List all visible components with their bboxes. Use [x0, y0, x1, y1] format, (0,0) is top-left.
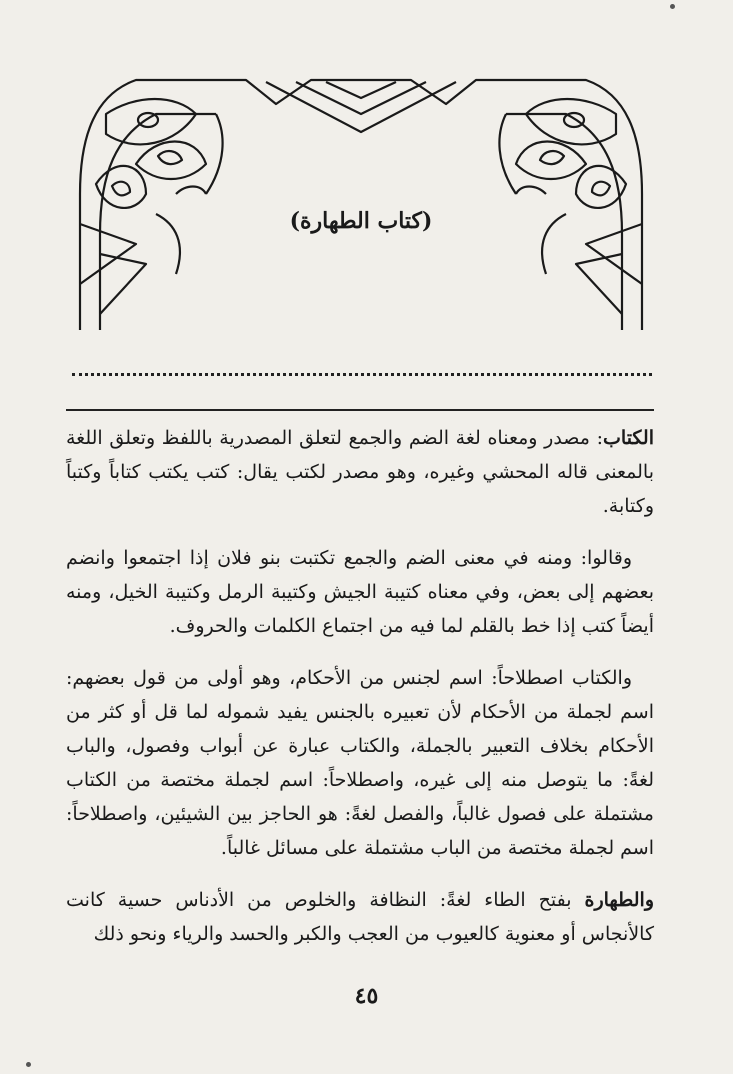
defined-term: الكتاب: [603, 427, 654, 449]
paragraph-text: : مصدر ومعناه لغة الضم والجمع لتعلق المصدرية باللفظ وتعلق اللغة بالمعنى قاله المحشي وغيره، وهو مصدر لكتب يقال: كتب يكتب كتاباً وكتباً وكتابة.: [66, 427, 654, 517]
ornamental-frame: [76, 74, 646, 334]
scan-mark: [26, 1062, 31, 1067]
paragraph-kitab-meaning: [66, 541, 654, 643]
scan-mark: [670, 4, 675, 9]
paragraph-kitab-technical: [66, 661, 654, 865]
horizontal-rule: [66, 409, 654, 411]
paragraph-text: والكتاب اصطلاحاً: اسم لجنس من الأحكام، وهو أولى من قول بعضهم: اسم لجملة من الأحكام لأن تعبيره بالجنس يفيد شموله لما قل أو كثر من الأحكام بخلاف التعبير بالجملة، والكتاب عبارة عن أبواب وفصول، والباب لغةً: ما يتوصل منه إلى غيره، واصطلاحاً: اسم لجملة مختصة من الكتاب مشتملة على فصول غالباً، والفصل لغةً: هو الحاجز بين الشيئين، واصطلاحاً: اسم لجملة مختصة من الباب مشتملة على مسائل غالباً.: [66, 667, 654, 859]
paragraph-tahara-definition: [66, 883, 654, 951]
paragraph-text: بفتح الطاء لغةً: النظافة والخلوص من الأدناس حسية كانت كالأنجاس أو معنوية كالعيوب من العجب والكبر والحسد والرياء ونحو ذلك: [66, 889, 654, 945]
body-text: [66, 421, 654, 969]
defined-term: والطهارة: [584, 889, 654, 911]
dotted-separator: [72, 373, 652, 376]
page-number: ٤٥: [354, 983, 379, 1009]
chapter-title: (كتاب الطهارة): [289, 208, 433, 234]
paragraph-text: وقالوا: ومنه في معنى الضم والجمع تكتبت بنو فلان إذا اجتمعوا وانضم بعضهم إلى بعض، وفي معناه كتيبة الجيش وكتيبة الرمل وكتيبة الخيل، ومنه أيضاً كتب إذا خط بالقلم لما فيه من اجتماع الكلمات والحروف.: [66, 547, 654, 637]
paragraph-kitab-definition: [66, 421, 654, 523]
